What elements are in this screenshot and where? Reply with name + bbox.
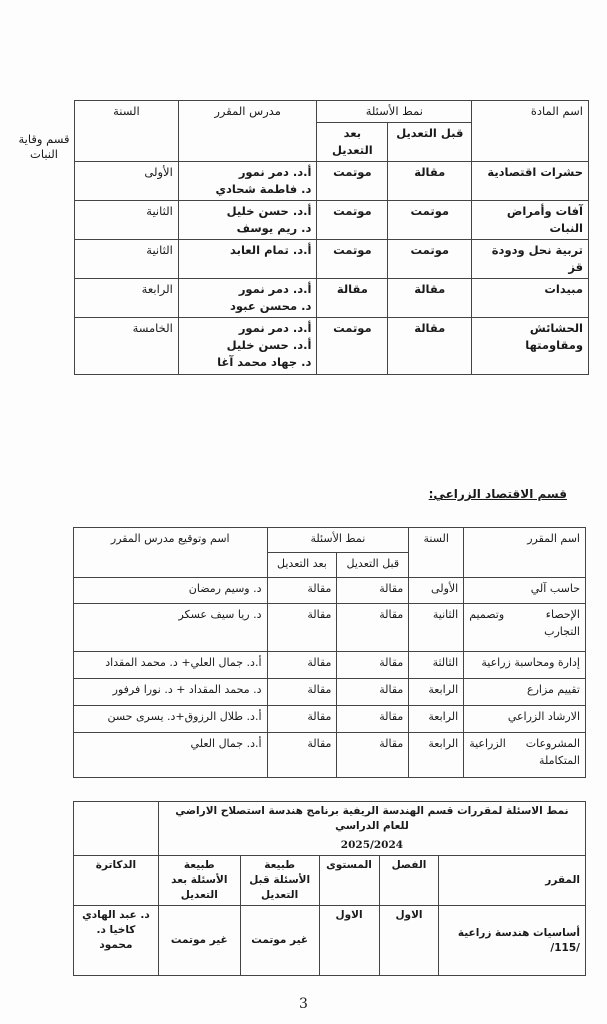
after-cell: موتمت [317,162,388,201]
header-year: السنة [75,101,179,162]
table-row [75,279,589,318]
table-row [75,201,589,240]
teacher-name: د. ريم يوسف [236,221,312,235]
header-teacher: اسم وتوقيع مدرس المقرر [74,528,268,578]
teacher-name: د. محسن عبود [230,299,312,313]
before-cell: مقالة [337,578,409,604]
teacher-name: أ.د. تمام العابد [230,243,312,257]
after-cell: مقالة [267,652,337,679]
before-cell: مقالة [337,604,409,652]
teacher-cell [178,162,317,201]
before-cell: مقالة [337,706,409,733]
table-row [74,652,586,679]
header-before: قبل التعديل [337,553,409,578]
year-cell: الرابعة [409,706,464,733]
teacher-cell [178,279,317,318]
course-cell: الارشاد الزراعي [464,706,586,733]
before-cell: مقالة [337,733,409,778]
teacher-cell: أ.د. جمال العلي [74,733,268,778]
year-cell: الرابعة [75,279,179,318]
before-cell: مقالة [388,318,472,375]
after-cell: موتمت [317,240,388,279]
subject-cell: مبيدات [472,279,589,318]
header-after: بعد التعديل [267,553,337,578]
header-question-type: نمط الأسئلة [317,101,472,123]
table-row [75,318,589,375]
header-course: اسم المقرر [464,528,586,578]
header-level: المستوى [319,856,379,906]
after-cell: غير موتمت [158,906,240,976]
course-cell: تقييم مزارع [464,679,586,706]
table-row [74,604,586,652]
semester-cell: الاول [379,906,439,976]
before-cell: مقالة [337,679,409,706]
course-cell: أساسيات هندسة زراعية /115/ [439,906,586,976]
header-year: السنة [409,528,464,578]
table-title [158,802,585,856]
teacher-name: أ.د. دمر نمور [238,282,312,296]
page-number: 3 [299,996,308,1012]
department-label-plant-protection: قسم وقاية النبات [18,132,70,161]
year-cell: الأولى [75,162,179,201]
year-cell: الرابعة [409,679,464,706]
teacher-cell: د. ريا سيف عسكر [74,604,268,652]
teacher-cell [178,318,317,375]
header-before: قبل التعديل [388,123,472,162]
before-cell: مقالة [388,279,472,318]
teacher-cell: د. محمد المقداد + د. نورا فرفور [74,679,268,706]
before-cell: مقالة [388,162,472,201]
after-cell: مقالة [317,279,388,318]
header-after: بعد التعديل [317,123,388,162]
subject-cell: حشرات اقتصادية [472,162,589,201]
header-question-type: نمط الأسئلة [267,528,409,553]
header-before: طبيعة الأسئلة قبل التعديل [240,856,319,906]
department-heading-agri-economics: قسم الاقتصاد الزراعي: [428,487,567,501]
before-cell: موتمت [388,201,472,240]
table-row [74,578,586,604]
course-cell: حاسب آلي [464,578,586,604]
table-row [74,733,586,778]
teacher-name: أ.د. حسن خليل [226,204,312,218]
teacher-cell [178,201,317,240]
year-cell: الأولى [409,578,464,604]
course-cell: إدارة ومحاسبة زراعية [464,652,586,679]
header-semester: الفصل [379,856,439,906]
course-cell: الإحصاء وتصميم التجارب [464,604,586,652]
year-cell: الثانية [75,240,179,279]
empty-cell [74,802,159,856]
after-cell: مقالة [267,733,337,778]
year-cell: الرابعة [409,733,464,778]
header-course: المقرر [439,856,586,906]
subject-cell: تربية نحل ودودة قز [472,240,589,279]
academic-year: 2025/2024 [340,839,404,851]
table-title-line: نمط الاسئلة لمقررات قسم الهندسة الريفية برنامج هندسة استصلاح الاراضي للعام الدراسي [175,805,569,832]
after-cell: مقالة [267,706,337,733]
before-cell: غير موتمت [240,906,319,976]
year-cell: الثالثة [409,652,464,679]
teacher-name: أ.د. حسن خليل [226,338,312,352]
table-row [75,240,589,279]
course-cell: المشروعات الزراعية المتكاملة [464,733,586,778]
doctors-cell: د. عبد الهادي كاخيا د. محمود [74,906,159,976]
teacher-cell: د. وسيم رمضان [74,578,268,604]
teacher-name: د. جهاد محمد آغا [217,355,312,369]
after-cell: موتمت [317,318,388,375]
teacher-name: د. فاطمة شحادي [215,182,312,196]
teacher-name: أ.د. دمر نمور [238,321,312,335]
header-doctors: الدكاترة [74,856,159,906]
header-subject: اسم المادة [472,101,589,162]
subject-cell: آفات وأمراض النبات [472,201,589,240]
plant-protection-table [74,100,589,375]
year-cell: الثانية [75,201,179,240]
rural-engineering-table [73,801,586,976]
after-cell: مقالة [267,679,337,706]
agri-economics-table [73,527,586,778]
teacher-cell: أ.د. جمال العلي+ د. محمد المقداد [74,652,268,679]
year-cell: الثانية [409,604,464,652]
subject-cell: الحشائش ومقاومتها [472,318,589,375]
before-cell: مقالة [337,652,409,679]
level-cell: الاول [319,906,379,976]
table-row [74,906,586,976]
header-after: طبيعة الأسئلة بعد التعديل [158,856,240,906]
after-cell: مقالة [267,604,337,652]
header-teacher: مدرس المقرر [178,101,317,162]
teacher-cell: أ.د. طلال الرزوق+د. يسرى حسن [74,706,268,733]
year-cell: الخامسة [75,318,179,375]
after-cell: مقالة [267,578,337,604]
before-cell: موتمت [388,240,472,279]
teacher-name: أ.د. دمر نمور [238,165,312,179]
table-row [74,706,586,733]
teacher-cell [178,240,317,279]
table-row [74,679,586,706]
after-cell: موتمت [317,201,388,240]
table-row [75,162,589,201]
